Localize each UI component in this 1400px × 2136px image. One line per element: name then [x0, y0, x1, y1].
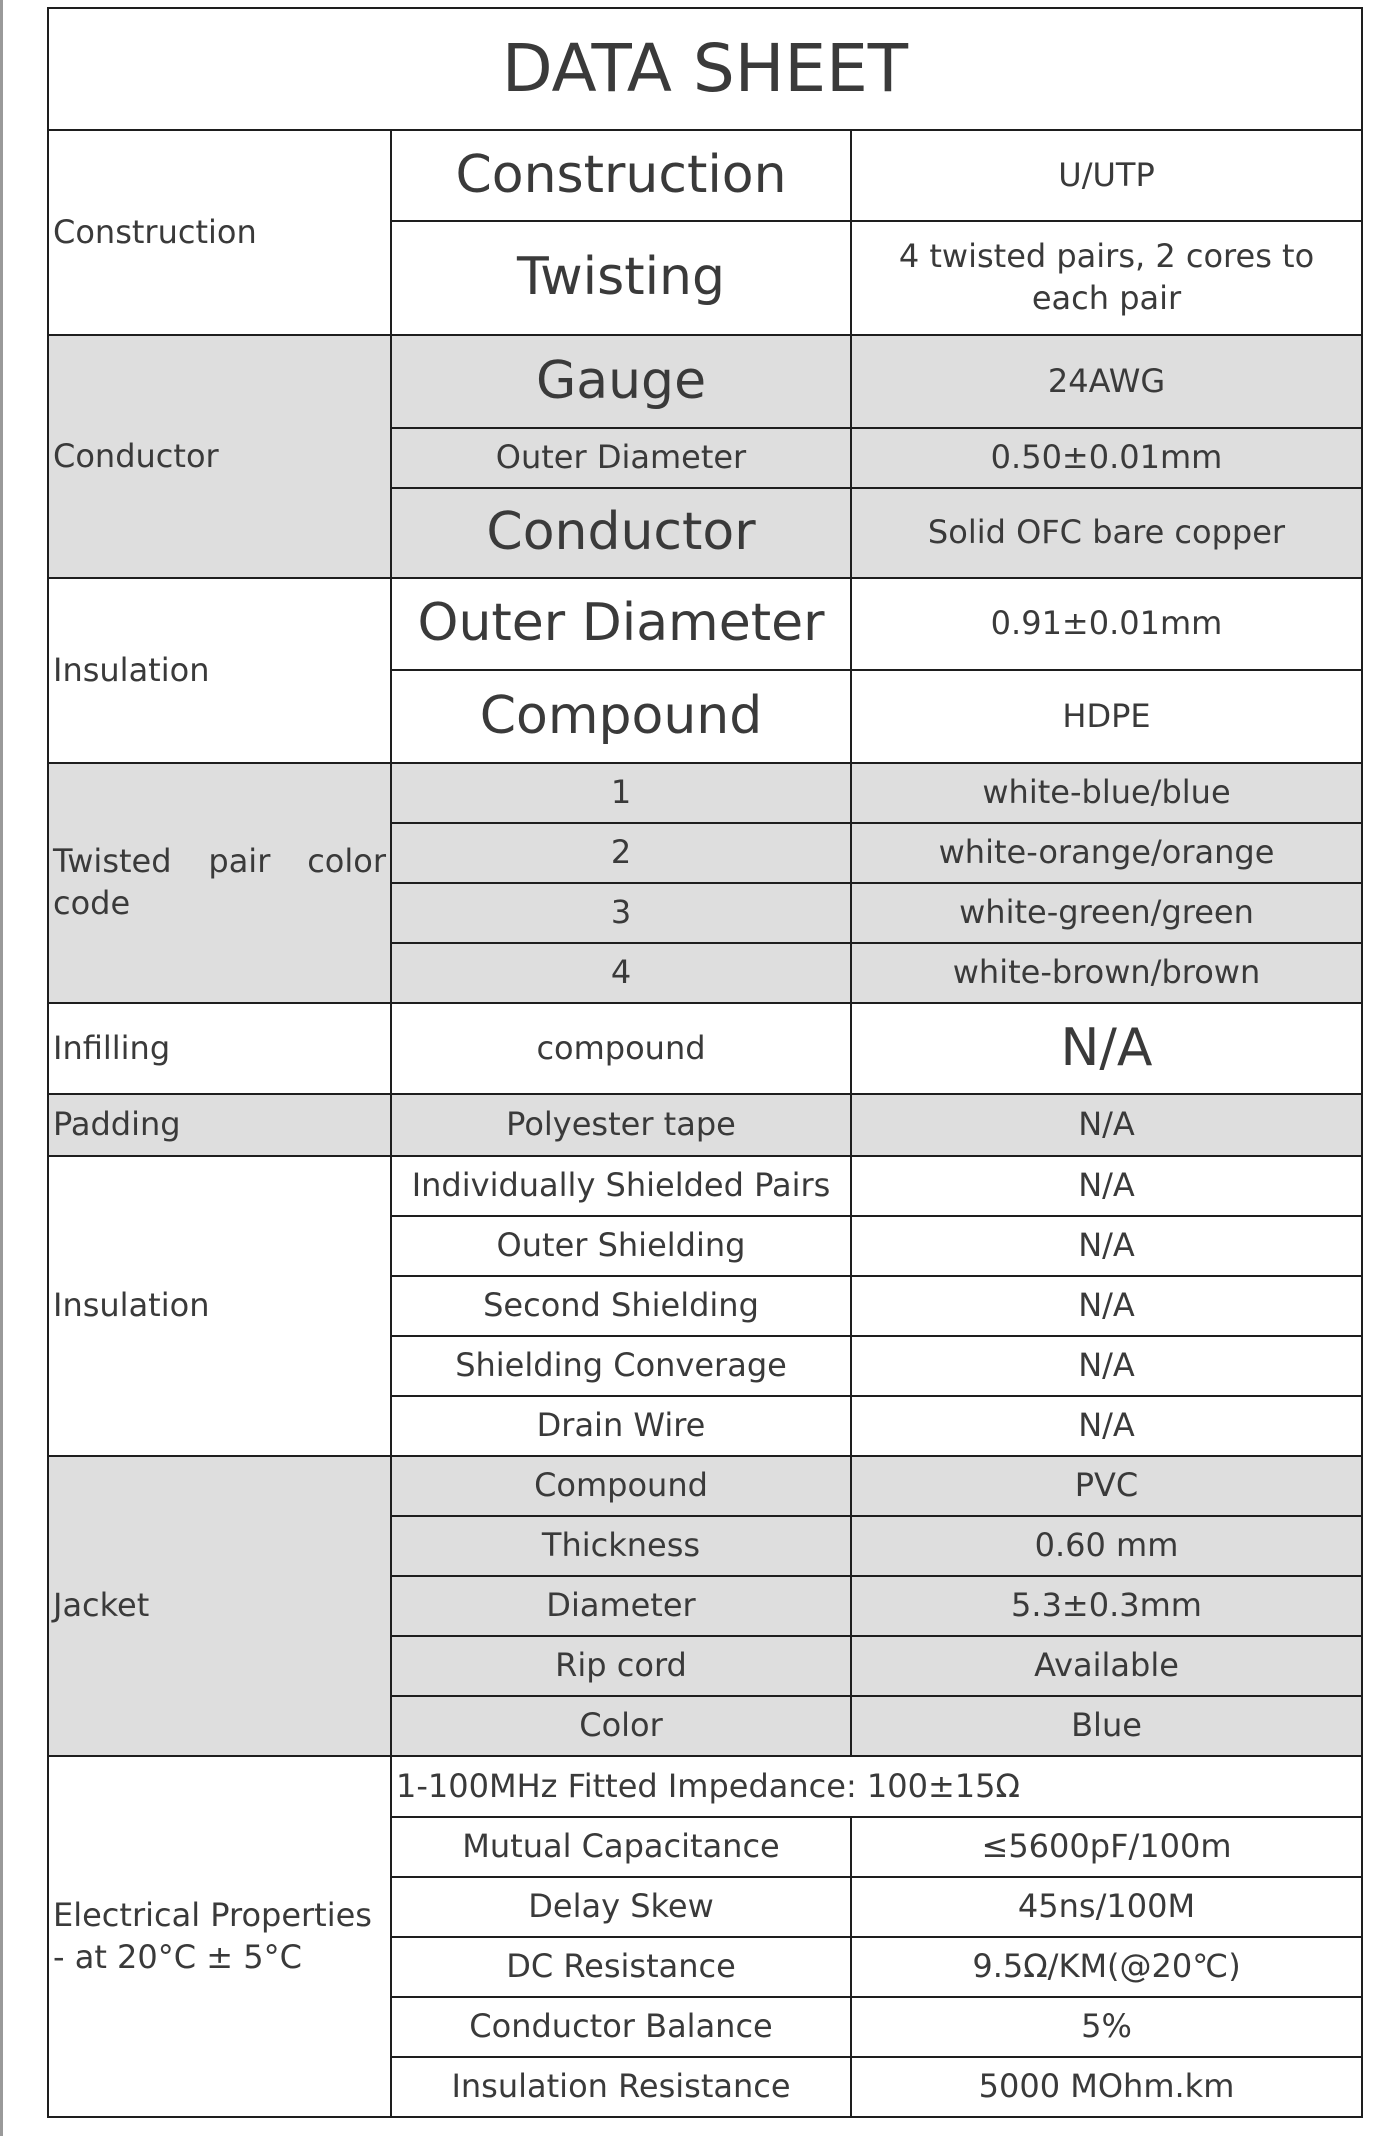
- electrical-category-line1: Electrical Properties: [53, 1895, 372, 1934]
- spec-value: 4 twisted pairs, 2 cores to each pair: [851, 221, 1362, 335]
- spec-value: 5.3±0.3mm: [851, 1576, 1362, 1636]
- fitted-impedance: 1-100MHz Fitted Impedance: 100±15Ω: [391, 1756, 1362, 1817]
- spec-label: Gauge: [391, 335, 851, 428]
- spec-label: Polyester tape: [391, 1094, 851, 1156]
- spec-label: Shielding Converage: [391, 1336, 851, 1396]
- spec-value: 0.60 mm: [851, 1516, 1362, 1576]
- spec-label: Conductor Balance: [391, 1997, 851, 2057]
- spec-label: Insulation Resistance: [391, 2057, 851, 2117]
- spec-value: Blue: [851, 1696, 1362, 1756]
- spec-value: N/A: [851, 1216, 1362, 1276]
- spec-label: Conductor: [391, 488, 851, 578]
- table-row: [48, 130, 1362, 221]
- pair-number: 3: [391, 883, 851, 943]
- category-infilling: Infilling: [48, 1003, 391, 1094]
- spec-label: Thickness: [391, 1516, 851, 1576]
- pair-color: white-green/green: [851, 883, 1362, 943]
- pair-color: white-brown/brown: [851, 943, 1362, 1003]
- table-row: [48, 763, 1362, 823]
- spec-value: PVC: [851, 1456, 1362, 1516]
- category-jacket: Jacket: [48, 1456, 391, 1756]
- spec-value: HDPE: [851, 670, 1362, 763]
- pair-number: 2: [391, 823, 851, 883]
- table-row: [48, 335, 1362, 428]
- spec-label: DC Resistance: [391, 1937, 851, 1997]
- spec-label: Delay Skew: [391, 1877, 851, 1937]
- spec-label: Rip cord: [391, 1636, 851, 1696]
- spec-label: Construction: [391, 130, 851, 221]
- spec-value: Available: [851, 1636, 1362, 1696]
- title-row: [48, 8, 1362, 130]
- spec-label: Twisting: [391, 221, 851, 335]
- spec-value: 45ns/100M: [851, 1877, 1362, 1937]
- spec-value: 0.50±0.01mm: [851, 428, 1362, 488]
- spec-label: compound: [391, 1003, 851, 1094]
- spec-value: N/A: [851, 1336, 1362, 1396]
- spec-label: Diameter: [391, 1576, 851, 1636]
- pair-color: white-orange/orange: [851, 823, 1362, 883]
- category-insulation-shielding: Insulation: [48, 1156, 391, 1456]
- spec-value: Solid OFC bare copper: [851, 488, 1362, 578]
- spec-label: Color: [391, 1696, 851, 1756]
- table-row: [48, 1003, 1362, 1094]
- spec-value: 0.91±0.01mm: [851, 578, 1362, 670]
- table-row: [48, 578, 1362, 670]
- table-row: [48, 1456, 1362, 1516]
- spec-label: Mutual Capacitance: [391, 1817, 851, 1877]
- spec-label: Second Shielding: [391, 1276, 851, 1336]
- spec-value: 24AWG: [851, 335, 1362, 428]
- pair-number: 1: [391, 763, 851, 823]
- spec-value: N/A: [851, 1276, 1362, 1336]
- pair-number: 4: [391, 943, 851, 1003]
- table-row: [48, 1094, 1362, 1156]
- table-row: [48, 1156, 1362, 1216]
- spec-label: Outer Shielding: [391, 1216, 851, 1276]
- category-padding: Padding: [48, 1094, 391, 1156]
- spec-label: Compound: [391, 1456, 851, 1516]
- category-construction: Construction: [48, 130, 391, 335]
- spec-value: N/A: [851, 1396, 1362, 1456]
- spec-value: N/A: [851, 1003, 1362, 1094]
- spec-label: Drain Wire: [391, 1396, 851, 1456]
- spec-label: Outer Diameter: [391, 428, 851, 488]
- spec-label: Outer Diameter: [391, 578, 851, 670]
- spec-label: Individually Shielded Pairs: [391, 1156, 851, 1216]
- spec-label: Compound: [391, 670, 851, 763]
- spec-value: 9.5Ω/KM(@20℃): [851, 1937, 1362, 1997]
- spec-value: 5000 MOhm.km: [851, 2057, 1362, 2117]
- spec-value: U/UTP: [851, 130, 1362, 221]
- category-conductor: Conductor: [48, 335, 391, 578]
- category-twisted-pair-color-code: Twisted pair color code: [48, 763, 391, 1003]
- pair-color: white-blue/blue: [851, 763, 1362, 823]
- category-electrical-properties: [48, 1756, 391, 2117]
- data-sheet-table: [47, 7, 1363, 2118]
- table-row: [48, 1756, 1362, 1817]
- spec-value: N/A: [851, 1094, 1362, 1156]
- sheet-title: DATA SHEET: [48, 8, 1362, 130]
- page-left-border: [0, 0, 3, 2136]
- electrical-category-line2: - at 20°C ± 5°C: [53, 1937, 302, 1976]
- spec-value: 5%: [851, 1997, 1362, 2057]
- spec-value: N/A: [851, 1156, 1362, 1216]
- category-insulation: Insulation: [48, 578, 391, 763]
- spec-value: ≤5600pF/100m: [851, 1817, 1362, 1877]
